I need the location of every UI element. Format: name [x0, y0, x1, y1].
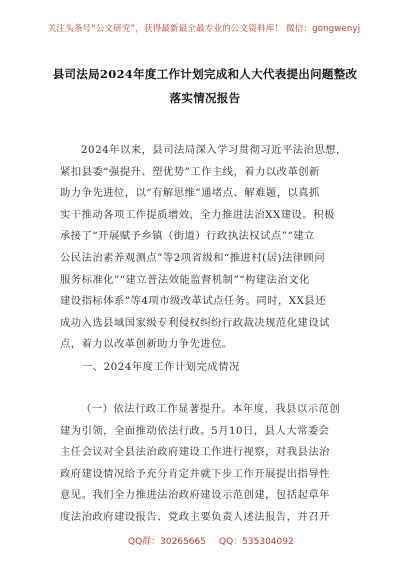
- promo-banner: 关注头条号“公文研究”，获得最新最全最专业的公文资料库！ 微信：gongwenyj: [47, 24, 361, 34]
- paragraph-line: 建设指标体系”等4项市级改革试点任务。同时，XX县还: [60, 295, 327, 308]
- paragraph-line: 公民法治素养观测点”等2项省级和“推进村(居)法律顾问: [60, 251, 326, 264]
- section-heading: 一、2024年度工作计划完成情况: [82, 361, 240, 373]
- paragraph-line: 实干推动各项工作提质增效，全力推进法治XX建设。积极: [60, 208, 335, 221]
- paragraph-line: （一）依法行政工作显著提升。本年度，我县以示范创: [81, 403, 341, 415]
- qq-group-number: QQ群：30265665: [128, 537, 206, 547]
- paragraph-line: 点，着力以改革创新助力争先进位。: [60, 338, 233, 351]
- paragraph-line: 2024年以来，县司法局深入学习贯彻习近平法治思想，: [81, 144, 347, 156]
- paragraph-line: 承接了“开展赋予乡镇（街道）行政执法权试点”“建立: [60, 230, 315, 243]
- paragraph-line: 主任会议对全县法治政府建设工作进行视察，对我县法治: [60, 446, 330, 459]
- document-title-line-1: 县司法局2024年度工作计划完成和人大代表提出问题整改: [52, 67, 358, 81]
- intro-paragraph: [60, 140, 360, 356]
- paragraph-line: 紧扣县委“强提升、塑优势”工作主线，着力以改革创新: [60, 165, 320, 178]
- qq-number: QQ：535304092: [219, 537, 294, 547]
- paragraph-line: 度法治政府建设报告、党政主要负责人述法报告，并召开: [60, 510, 330, 523]
- paragraph-line: 意见。我们全力推进法治政府建设示范创建，包括起草年: [60, 489, 330, 502]
- paragraph-line: 建为引领，全面推动依法行政。5月10日，县人大常委会: [60, 424, 330, 437]
- section-paragraph: [60, 399, 360, 529]
- paragraph-line: 服务标准化”“建立普法效能监督机制”“构建法治文化: [60, 273, 310, 286]
- paragraph-line: 成功入选县域国家级专利侵权纠纷行政裁决规范化建设试: [60, 316, 330, 329]
- paragraph-line: 政府建设情况给予充分肯定并就下步工作开展提出指导性: [60, 467, 330, 480]
- paragraph-line: 助力争先进位，以“有解思维”通堵点、解难题，以真抓: [60, 187, 320, 200]
- document-title-line-2: 落实情况报告: [169, 91, 241, 105]
